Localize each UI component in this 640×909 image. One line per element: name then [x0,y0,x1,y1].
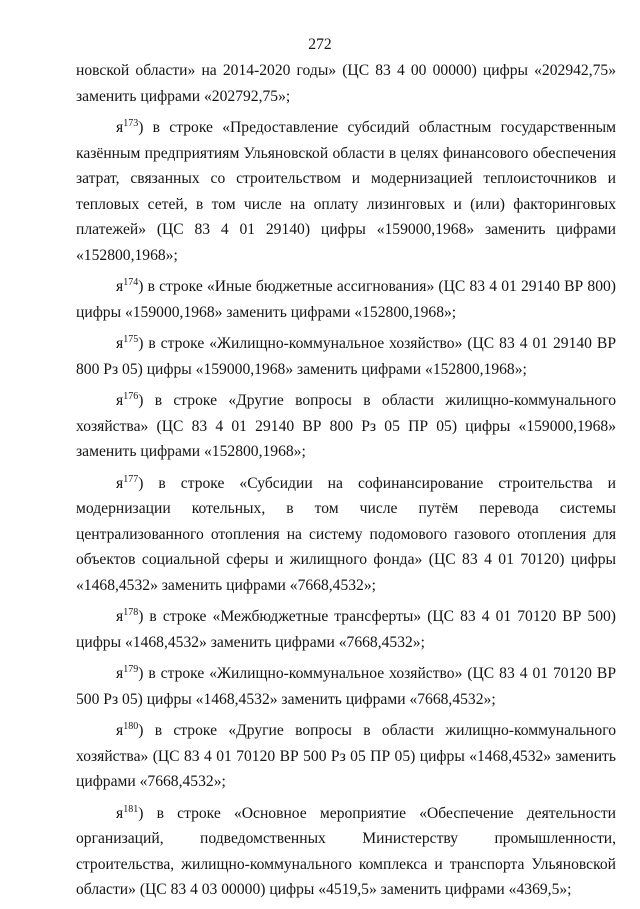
paragraph-text: ) в строке «Другие вопросы в области жилищно-коммунального хозяйства» (ЦС 83 4 01 29140 ВР 800 Рз 05 ПР 05) цифры «159000,1968» заменить цифрами «152800,1968»; [76,392,616,460]
item-number-superscript: 173 [123,118,139,129]
item-number-superscript: 176 [123,391,139,402]
item-number-superscript: 174 [123,277,139,288]
item-number-superscript: 177 [123,473,139,485]
page-number: 272 [308,36,332,53]
paragraph-text: ) в строке «Межбюджетные трансферты» (ЦС 83 4 01 70120 ВР 500) цифры «1468,4532» заменить цифрами «7668,4532»; [76,608,616,651]
item-letter: я [116,119,124,136]
paragraph-text: новской области» на 2014-2020 годы» (ЦС 83 4 00 00000) цифры «202942,75» заменить цифрами «202792,75»; [76,62,616,105]
paragraph-text: ) в строке «Жилищно-коммунальное хозяйство» (ЦС 83 4 01 70120 ВР 500 Рз 05) цифры «1468,4532» заменить цифрами «7668,4532»; [76,665,616,708]
paragraph-text: ) в строке «Иные бюджетные ассигнования» (ЦС 83 4 01 29140 ВР 800) цифры «159000,1968» заменить цифрами «152800,1968»; [76,278,616,321]
paragraph [76,604,616,655]
item-number-superscript: 180 [123,721,139,732]
paragraph [76,801,616,903]
paragraph [76,115,616,268]
item-number-superscript: 179 [123,664,139,675]
paragraph-text: ) в строке «Предоставление субсидий областным государственным казённым предприятиям Ульяновской области в целях финансового обеспечения затрат, связанных со строительством и модернизацией теплоисточников и тепловых сетей, в том числе на оплату лизинговых и (или) факторинговых платежей» (ЦС 83 4 01 29140) цифры «159000,1968» заменить цифрами «152800,1968»; [76,119,616,264]
paragraph [76,661,616,712]
item-letter: я [116,474,124,492]
paragraph [76,388,616,465]
paragraph [76,471,616,599]
item-letter: я [116,608,124,625]
paragraph-text: ) в строке «Другие вопросы в области жилищно-коммунального хозяйства» (ЦС 83 4 01 70120 ВР 500 Рз 05 ПР 05) цифры «1468,4532» заменить цифрами «7668,4532»; [76,722,616,790]
paragraph-text: ) в строке «Жилищно-коммунальное хозяйство» (ЦС 83 4 01 29140 ВР 800 Рз 05) цифры «159000,1968» заменить цифрами «152800,1968»; [76,335,616,378]
item-letter: я [116,722,124,739]
paragraph-text: ) в строке «Основное мероприятие «Обеспечение деятельности организаций, подведомственных Министерству промышленности, строительства, жилищно-коммунального комплекса и транспорта Ульяновской области» (ЦС 83 4 03 00000) цифры «4519,5» заменить цифрами «4369,5»; [76,804,616,898]
item-letter: я [116,665,124,682]
paragraph [76,58,616,109]
item-letter: я [116,804,124,822]
item-letter: я [116,392,124,409]
item-number-superscript: 175 [123,334,139,345]
item-letter: я [116,335,124,352]
paragraph [76,331,616,382]
paragraph-text: ) в строке «Субсидии на софинансирование строительства и модернизации котельных, в том числе путём перевода системы централизованного отопления на систему подомового газового отопления для объектов социальной сферы и жилищного фонда» (ЦС 83 4 01 70120) цифры «1468,4532» заменить цифрами «7668,4532»; [76,474,616,594]
item-number-superscript: 178 [123,607,139,618]
paragraph [76,274,616,325]
document-body [76,58,616,909]
item-letter: я [116,278,124,295]
paragraph [76,718,616,795]
item-number-superscript: 181 [123,803,139,815]
